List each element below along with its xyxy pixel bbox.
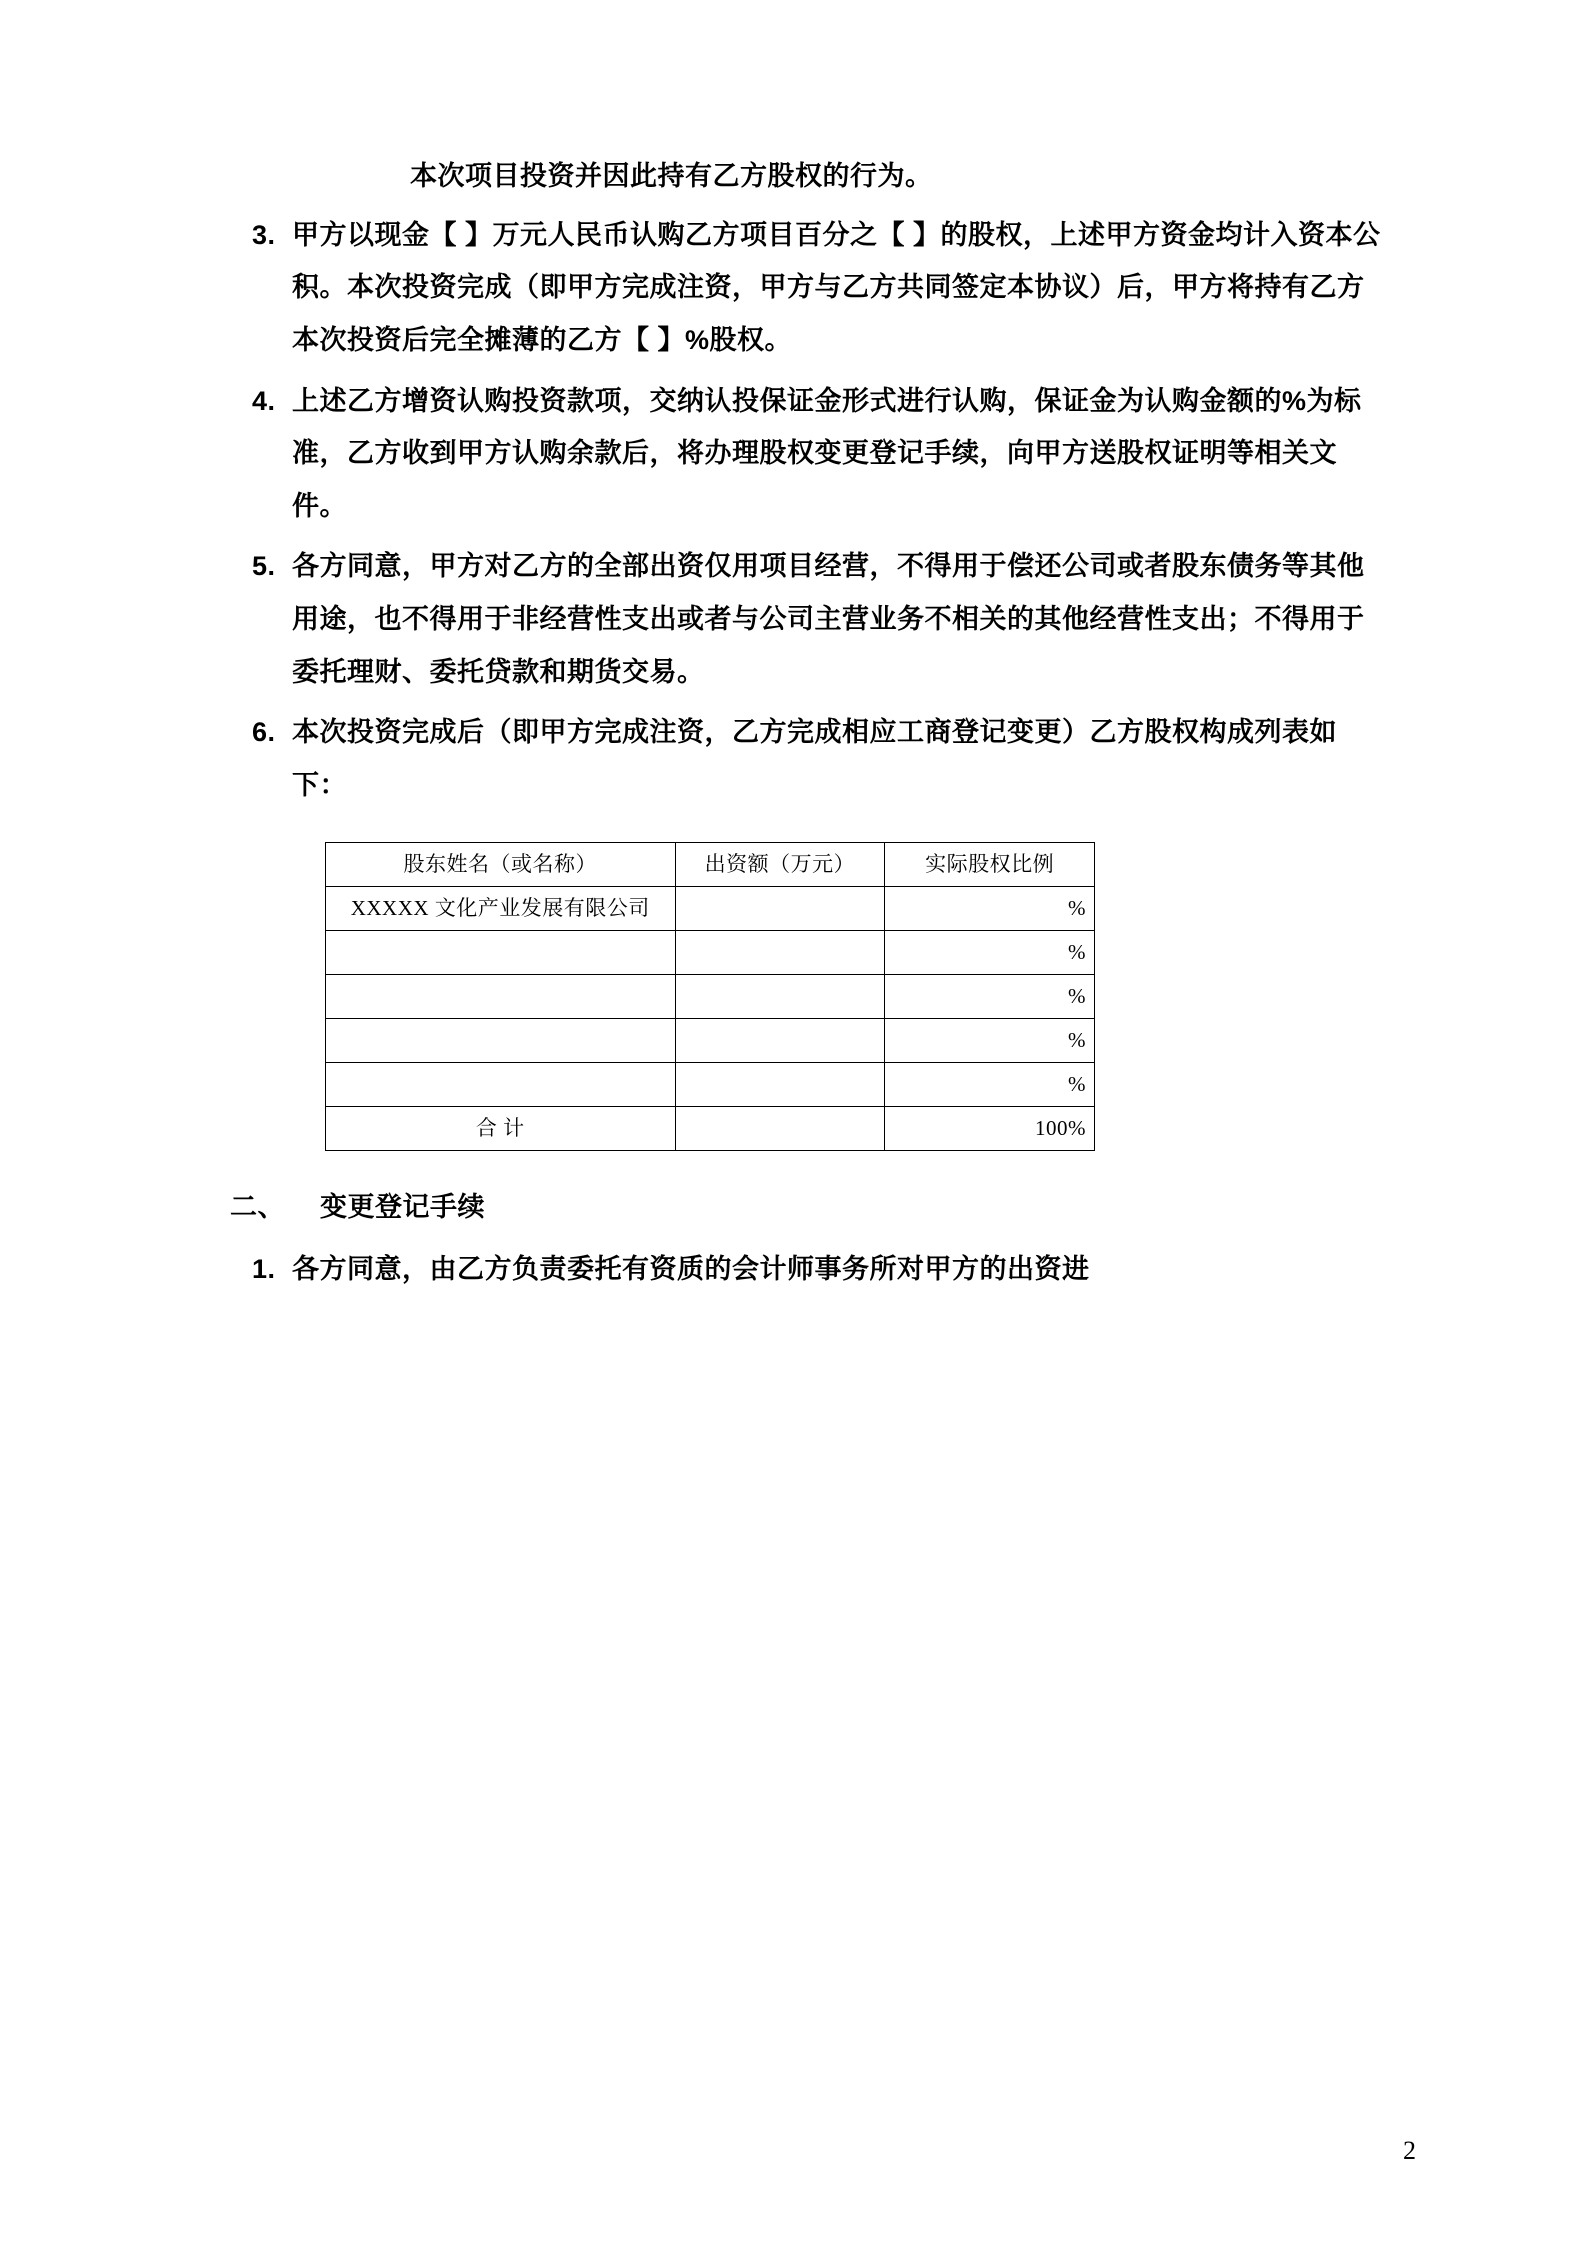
list-item	[230, 375, 1386, 537]
table-body	[326, 886, 1095, 1150]
cell-total-label: 合 计	[326, 1106, 676, 1150]
list-item-paragraph: 本次投资完成后（即甲方完成注资，乙方完成相应工商登记变更）乙方股权构成列表如下：	[292, 717, 1337, 801]
cell-shareholder-name	[326, 974, 676, 1018]
table-row	[326, 886, 1095, 930]
list-item	[230, 1243, 1386, 1300]
cell-equity-ratio: %	[885, 930, 1095, 974]
cell-equity-ratio: %	[885, 1018, 1095, 1062]
section-title: 变更登记手续	[320, 1191, 485, 1222]
list-item-paragraph: 各方同意，甲方对乙方的全部出资仅用项目经营，不得用于偿还公司或者股东债务等其他用途，也不得用于非经营性支出或者与公司主营业务不相关的其他经营性支出；不得用于委托理财、委托贷款和期货交易。	[292, 551, 1365, 687]
column-header-contribution-amount: 出资额（万元）	[675, 842, 885, 886]
cell-shareholder-name	[326, 1018, 676, 1062]
table-header-row	[326, 842, 1095, 886]
list-item-number: 3.	[252, 219, 276, 250]
table-row	[326, 930, 1095, 974]
list-item-number: 6.	[252, 717, 276, 748]
table-row-total	[326, 1106, 1095, 1150]
list-item-number: 4.	[252, 385, 276, 416]
column-header-shareholder-name: 股东姓名（或名称）	[326, 842, 676, 886]
list-item-paragraph: 甲方以现金【 】万元人民币认购乙方项目百分之【 】的股权，上述甲方资金均计入资本公积。本次投资完成（即甲方完成注资，甲方与乙方共同签定本协议）后，甲方将持有乙方本次投资后完全摊薄的乙方【 】%股权。	[292, 219, 1381, 355]
cell-shareholder-name	[326, 1062, 676, 1106]
list-item-paragraph: 上述乙方增资认购投资款项，交纳认投保证金形式进行认购，保证金为认购金额的%为标准，乙方收到甲方认购余款后，将办理股权变更登记手续，向甲方送股权证明等相关文件。	[292, 385, 1362, 521]
list-item-number: 1.	[252, 1254, 276, 1285]
shareholding-table	[325, 842, 1095, 1151]
cell-contribution-amount	[675, 886, 885, 930]
cell-contribution-amount	[675, 1062, 885, 1106]
table-row	[326, 974, 1095, 1018]
table-row	[326, 1062, 1095, 1106]
list-item	[230, 706, 1386, 815]
table-header	[326, 842, 1095, 886]
list-item-text	[292, 540, 1386, 702]
continuation-paragraph: 本次项目投资并因此持有乙方股权的行为。	[410, 161, 933, 191]
list-item	[230, 209, 1386, 371]
section-heading	[230, 1181, 1386, 1234]
list-item-text	[292, 375, 1386, 537]
list-item-text	[292, 209, 1386, 371]
page-number: 2	[1403, 2136, 1416, 2165]
cell-contribution-amount	[675, 974, 885, 1018]
list-item-text	[292, 706, 1386, 815]
cell-total-ratio: 100%	[885, 1106, 1095, 1150]
document-body	[230, 150, 1386, 1300]
cell-equity-ratio: %	[885, 974, 1095, 1018]
section-number: 二、	[230, 1191, 285, 1222]
list-item	[230, 540, 1386, 702]
cell-shareholder-name	[326, 930, 676, 974]
cell-shareholder-name: XXXXX 文化产业发展有限公司	[326, 886, 676, 930]
list-item-paragraph: 各方同意，由乙方负责委托有资质的会计师事务所对甲方的出资进	[292, 1254, 1090, 1285]
cell-equity-ratio: %	[885, 1062, 1095, 1106]
cell-contribution-amount	[675, 930, 885, 974]
list-item-text	[292, 1243, 1386, 1300]
column-header-equity-ratio: 实际股权比例	[885, 842, 1095, 886]
table-row	[326, 1018, 1095, 1062]
cell-equity-ratio: %	[885, 886, 1095, 930]
list-item-number: 5.	[252, 551, 276, 582]
cell-total-amount	[675, 1106, 885, 1150]
cell-contribution-amount	[675, 1018, 885, 1062]
